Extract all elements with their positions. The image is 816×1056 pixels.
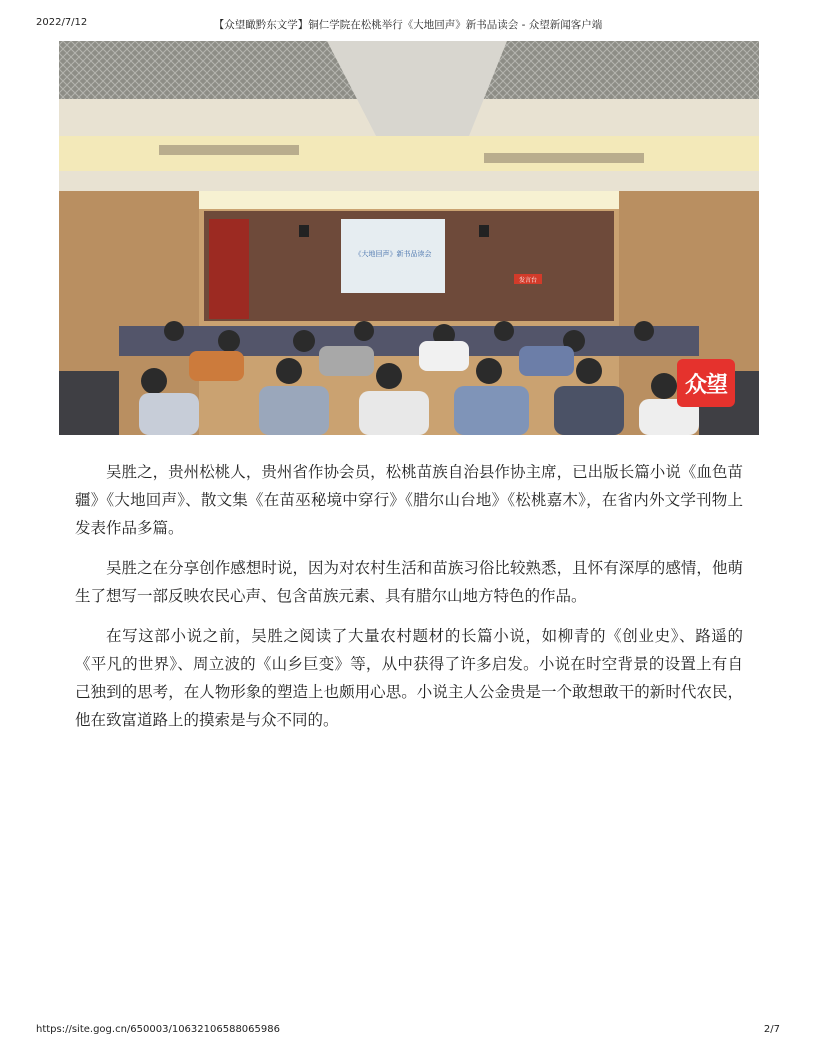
watermark-text: 众望 <box>684 372 727 398</box>
print-footer-page-number: 2/7 <box>763 1024 780 1035</box>
zhongwang-watermark-logo <box>677 359 735 407</box>
podium-sign-text: 发言台 <box>518 277 538 284</box>
print-footer-url[interactable]: https://site.gog.cn/650003/10632106588065986 <box>36 1024 280 1035</box>
print-header-title: 【众望瞰黔东文学】铜仁学院在松桃举行《大地回声》新书品读会 - 众望新闻客户端 <box>213 19 603 31</box>
article-body <box>75 458 743 746</box>
article-paragraph: 吴胜之在分享创作感想时说，因为对农村生活和苗族习俗比较熟悉，且怀有深厚的感情，他萌生了想写一部反映农民心声、包含苗族元素、具有腊尔山地方特色的作品。 <box>75 559 743 605</box>
conference-room-illustration <box>59 41 759 435</box>
event-photo <box>59 41 759 435</box>
screen-slide-text: 《大地回声》新书品读会 <box>354 250 432 258</box>
article-paragraph: 吴胜之，贵州松桃人，贵州省作协会员，松桃苗族自治县作协主席，已出版长篇小说《血色苗疆》《大地回声》、散文集《在苗巫秘境中穿行》《腊尔山台地》《松桃嘉木》，在省内外文学刊物上发表作品多篇。 <box>75 463 743 537</box>
article-paragraph: 在写这部小说之前，吴胜之阅读了大量农村题材的长篇小说，如柳青的《创业史》、路遥的《平凡的世界》、周立波的《山乡巨变》等，从中获得了许多启发。小说在时空背景的设置上有自己独到的思考，在人物形象的塑造上也颇用心思。小说主人公金贵是一个敢想敢干的新时代农民，他在致富道路上的摸索是与众不同的。 <box>75 627 743 729</box>
print-header-date: 2022/7/12 <box>36 17 88 28</box>
